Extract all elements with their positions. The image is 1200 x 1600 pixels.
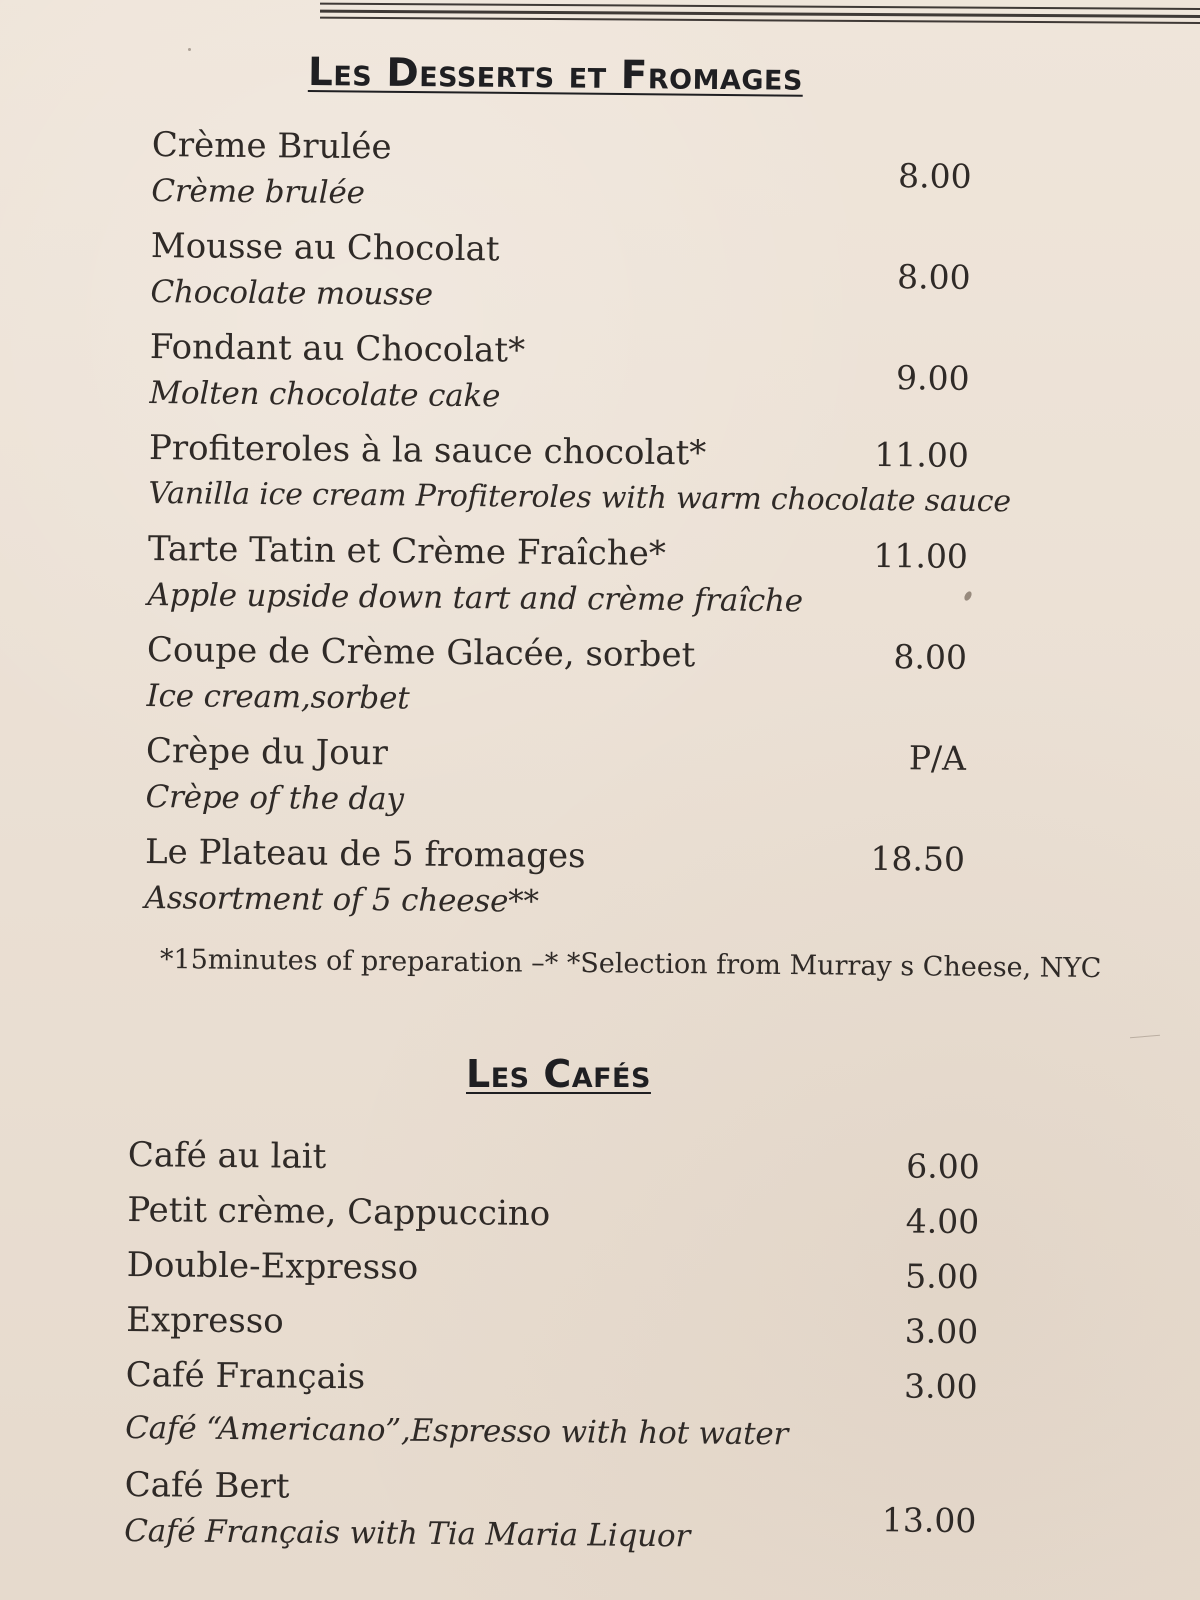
menu-item (144, 831, 1005, 946)
item-description: Apple upside down tart and crème fraîche (147, 576, 804, 620)
item-name: Crèpe du Jour (145, 730, 389, 774)
item-price: 4.00 (905, 1201, 980, 1242)
item-price: 3.00 (904, 1311, 979, 1352)
item-price: 9.00 (895, 358, 970, 398)
item-description: Vanilla ice cream Profiteroles with warm chocolate sauce (148, 475, 1012, 520)
cafes-list (124, 1135, 1018, 1583)
item-name: Le Plateau de 5 fromages (144, 831, 586, 877)
item-price: 11.00 (874, 434, 970, 475)
paper-speck (1130, 1035, 1160, 1039)
item-description: Café Français with Tia Maria Liquor (124, 1512, 691, 1555)
cafes-section-title: Les Cafés (466, 1052, 651, 1096)
item-price: 8.00 (893, 637, 968, 677)
paper-speck (188, 48, 191, 51)
item-price: P/A (908, 738, 967, 778)
item-price: 13.00 (881, 1500, 977, 1541)
item-name: Tarte Tatin et Crème Fraîche* (147, 528, 667, 574)
item-name: Coupe de Crème Glacée, sorbet (146, 629, 696, 676)
item-name: Expresso (126, 1299, 284, 1342)
item-name: Café au lait (127, 1135, 327, 1177)
desserts-section-title: Les Desserts et Fromages (307, 50, 804, 100)
item-name: Mousse au Chocolat (150, 225, 500, 270)
desserts-list (144, 125, 1012, 946)
menu-item (149, 326, 1010, 439)
top-border-line (320, 17, 1200, 24)
item-price: 11.00 (873, 535, 969, 576)
top-border (0, 8, 1200, 32)
menu-item (145, 730, 1006, 843)
menu-item (147, 528, 1008, 641)
item-description: Assortment of 5 cheese** (144, 879, 539, 920)
item-name: Profiteroles à la sauce chocolat* (148, 427, 707, 474)
desserts-footnote: *15minutes of preparation –* *Selection from Murray s Cheese, NYC (159, 944, 1102, 985)
item-price: 6.00 (906, 1146, 980, 1187)
item-name: Café Bert (124, 1464, 290, 1507)
item-price: 5.00 (905, 1256, 979, 1297)
item-name: Double-Expresso (126, 1244, 419, 1288)
top-border-line (320, 3, 1200, 10)
item-name: Fondant au Chocolat* (149, 326, 526, 371)
item-description: Café “Americano”,Espresso with hot water (125, 1409, 789, 1453)
item-name: Crème Brulée (151, 125, 392, 168)
item-description: Crème brulée (151, 172, 365, 212)
menu-item (150, 225, 1011, 338)
item-description: Chocolate mousse (150, 273, 434, 313)
item-price: 8.00 (897, 156, 972, 196)
item-price: 3.00 (903, 1366, 978, 1407)
item-price: 8.00 (896, 257, 971, 297)
item-description: Crèpe of the day (145, 778, 404, 818)
item-price: 18.50 (870, 838, 966, 879)
menu-item (124, 1464, 1015, 1583)
item-name: Petit crème, Cappuccino (127, 1189, 551, 1235)
menu-item (148, 427, 1012, 540)
item-name: Café Français (125, 1354, 366, 1398)
menu-item (146, 629, 1007, 742)
item-description: Molten chocolate cake (149, 374, 501, 415)
item-description: Ice cream,sorbet (146, 677, 410, 717)
menu-item (151, 125, 1012, 237)
